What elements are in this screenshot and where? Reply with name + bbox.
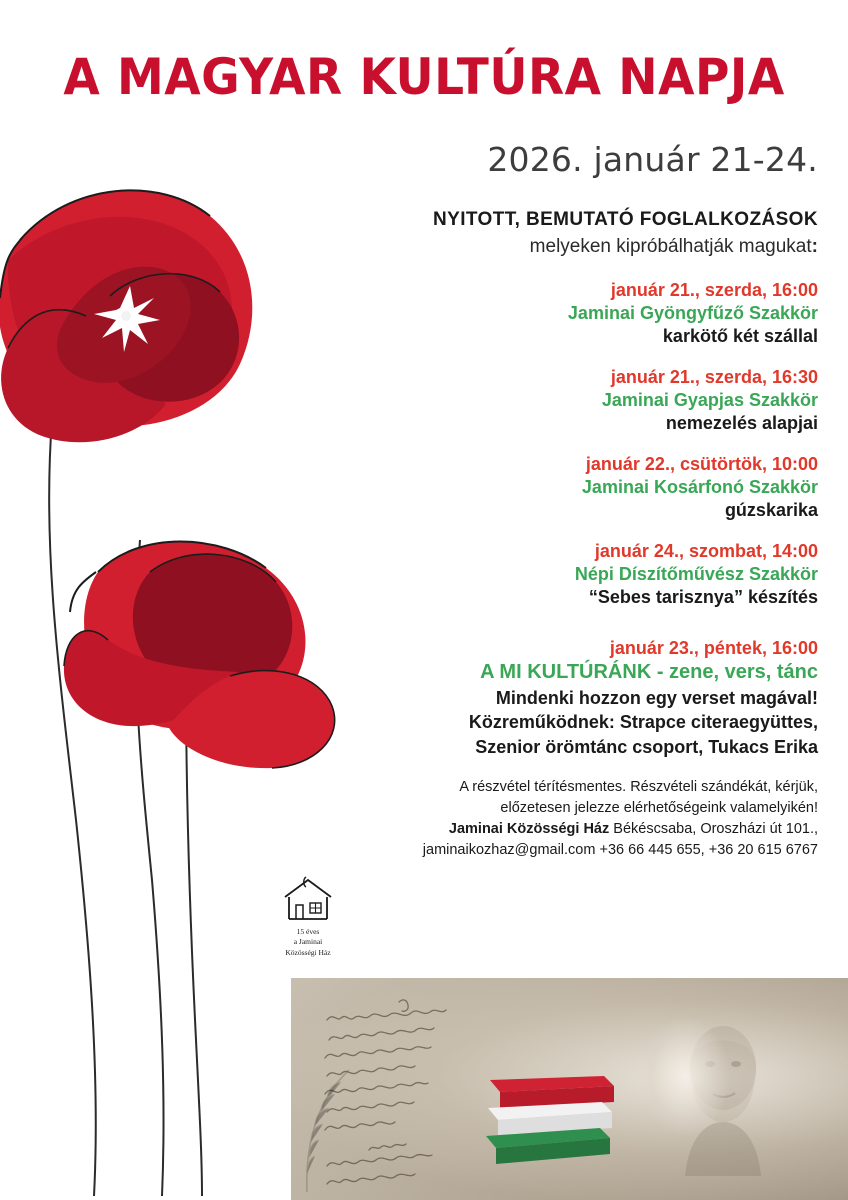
program-item — [352, 541, 818, 608]
quill-feather-icon — [297, 1066, 367, 1196]
program-item — [352, 454, 818, 521]
footer-line-1: A részvétel térítésmentes. Részvételi szándékát, kérjük, — [459, 778, 818, 795]
gala-performers-2: Szenior örömtánc csoport, Tukacs Erika — [475, 736, 818, 757]
program-when: január 21., szerda, 16:30 — [610, 367, 818, 387]
program-when: január 22., csütörtök, 10:00 — [585, 454, 818, 474]
program-who: Népi Díszítőművész Szakkör — [574, 564, 818, 584]
section-subheading-colon: : — [811, 236, 818, 257]
program-item — [352, 280, 818, 347]
venue-name: Jaminai Közösségi Ház — [448, 820, 610, 837]
footer-venue — [352, 819, 818, 840]
gala-program — [352, 638, 818, 759]
house-icon — [279, 875, 337, 921]
footer-contact: jaminaikozhaz@gmail.com +36 66 445 655, +36 20 615 6767 — [422, 841, 818, 858]
logo-line-2: a Jaminai — [293, 937, 323, 947]
section-subheading — [352, 236, 818, 258]
program-when: január 24., szombat, 14:00 — [594, 541, 818, 561]
program-who: Jaminai Kosárfonó Szakkör — [581, 477, 818, 497]
program-when: január 21., szerda, 16:00 — [610, 280, 818, 300]
bottom-photo — [291, 978, 848, 1200]
program-who: Jaminai Gyöngyfűző Szakkör — [567, 303, 818, 323]
logo-line-1: 15 éves — [296, 927, 320, 936]
gala-who: A MI KULTÚRÁNK - zene, vers, tánc — [480, 661, 818, 683]
page-title: A MAGYAR KULTÚRA NAPJA — [63, 48, 785, 106]
portrait-glow — [621, 990, 801, 1190]
footer-info — [352, 777, 818, 861]
program-what: gúzskarika — [724, 500, 818, 520]
program-who: Jaminai Gyapjas Szakkör — [601, 390, 818, 410]
gala-performers-1: Közreműködnek: Strapce citeraegyüttes, — [468, 712, 818, 733]
hungarian-flag-ribbon — [486, 1074, 621, 1179]
section-subheading-text: melyeken kipróbálhatják magukat — [529, 236, 812, 257]
event-date-range: 2026. január 21-24. — [487, 140, 818, 179]
logo-line-3: Közösségi Ház — [285, 947, 331, 957]
poster-content — [352, 140, 818, 861]
program-what: nemezelés alapjai — [665, 413, 818, 433]
program-item — [352, 367, 818, 434]
footer-line-2: előzetesen jelezze elérhetőségeink valamelyikén! — [500, 799, 818, 816]
organization-logo — [272, 875, 344, 957]
gala-note: Mindenki hozzon egy verset magával! — [495, 688, 818, 708]
section-heading: NYITOTT, BEMUTATÓ FOGLALKOZÁSOK — [433, 209, 818, 230]
program-what: karkötő két szállal — [662, 326, 818, 346]
program-what: “Sebes tarisznya” készítés — [588, 587, 818, 607]
venue-address: Békéscsaba, Oroszházi út 101., — [609, 820, 818, 837]
gala-when: január 23., péntek, 16:00 — [609, 638, 818, 658]
